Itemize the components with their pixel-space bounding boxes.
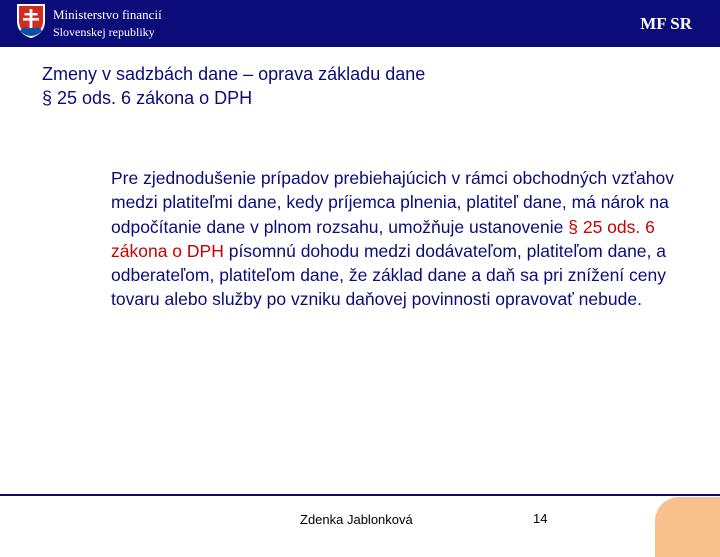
header-bar [0,0,720,47]
slide-title-line1: Zmeny v sadzbách dane – oprava základu dane [42,64,426,84]
slide-title-line2: § 25 ods. 6 zákona o DPH [42,88,253,108]
footer-divider [0,494,720,496]
body-text-part1: Pre zjednodušenie prípadov prebiehajúcich v rámci obchodných vzťahov medzi platiteľmi dane, kedy príjemca plnenia, platiteľ dane, má nárok na odpočítanie dane v plnom rozsahu, umožňuje ustanovenie [111,168,675,237]
body-text-part2: písomnú dohodu medzi dodávateľom, platiteľom dane, a odberateľom, platiteľom dane, že základ dane a daň sa pri znížení ceny tovaru alebo služby po vzniku daňovej povinnosti opravovať nebude. [111,240,666,310]
brand-label: MF SR [640,14,692,33]
ministry-name-line1: Ministerstvo financií [53,7,162,22]
coat-of-arms-icon [16,3,46,39]
page-number: 14 [533,511,548,526]
corner-decoration [655,497,720,557]
footer-author: Zdenka Jablonková [300,512,413,527]
slide-title [42,62,425,110]
body-text-highlight: § 25 ods. 6 zákona o DPH [111,216,655,261]
ministry-name-line2: Slovenskej republiky [53,25,155,39]
slide-body-text [111,166,691,312]
